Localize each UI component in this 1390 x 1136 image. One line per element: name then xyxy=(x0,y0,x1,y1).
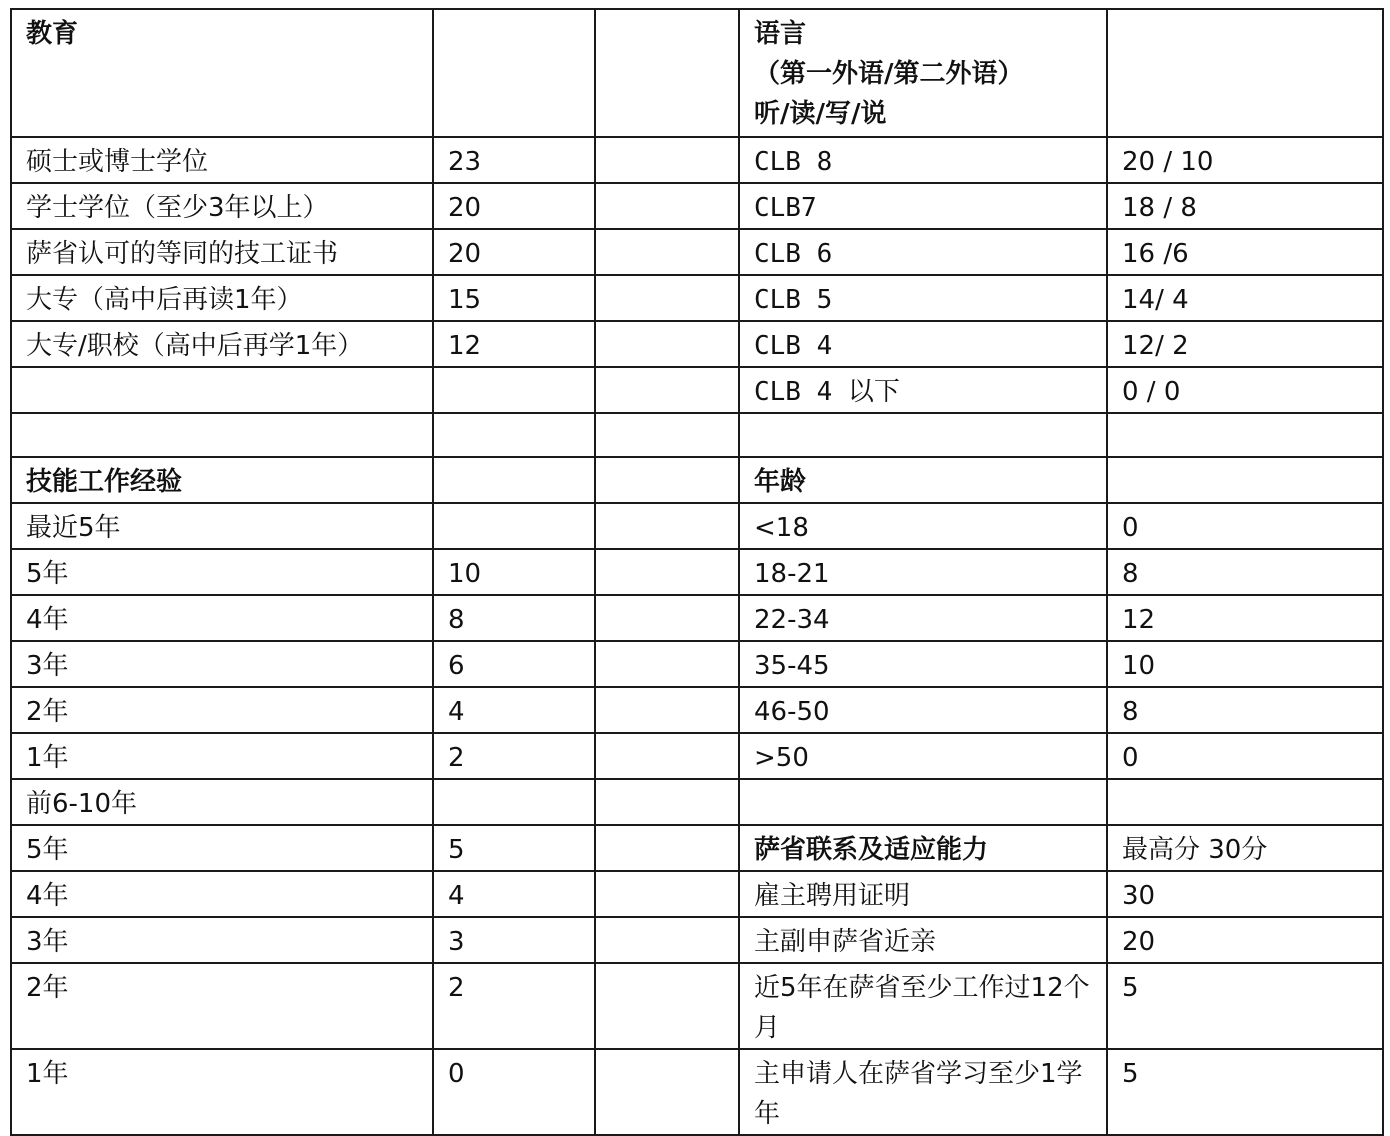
table-cell: 1年 xyxy=(11,733,433,779)
table-cell: 5年 xyxy=(11,549,433,595)
table-cell: 5 xyxy=(1107,1049,1383,1135)
work-experience-header: 技能工作经验 xyxy=(11,457,433,503)
table-cell: 0 / 0 xyxy=(1107,367,1383,413)
table-cell xyxy=(595,367,739,413)
table-cell xyxy=(595,641,739,687)
table-cell: 5 xyxy=(433,825,595,871)
table-row xyxy=(11,503,1383,549)
table-cell: 0 xyxy=(1107,733,1383,779)
table-cell: 近5年在萨省至少工作过12个月 xyxy=(739,963,1107,1049)
table-cell: 2年 xyxy=(11,963,433,1049)
table-cell xyxy=(1107,457,1383,503)
table-cell xyxy=(433,413,595,457)
table-cell: 大专/职校（高中后再学1年） xyxy=(11,321,433,367)
table-cell: 10 xyxy=(1107,641,1383,687)
table-cell xyxy=(595,549,739,595)
table-cell: 10 xyxy=(433,549,595,595)
table-cell xyxy=(595,9,739,137)
table-cell xyxy=(595,1049,739,1135)
table-row xyxy=(11,229,1383,275)
table-cell: 2年 xyxy=(11,687,433,733)
table-cell: 3年 xyxy=(11,917,433,963)
table-cell: 23 xyxy=(433,137,595,183)
table-row xyxy=(11,275,1383,321)
table-cell: 最高分 30分 xyxy=(1107,825,1383,871)
table-cell xyxy=(595,275,739,321)
table-cell xyxy=(433,9,595,137)
table-cell xyxy=(595,779,739,825)
table-cell: 最近5年 xyxy=(11,503,433,549)
table-cell: 主副申萨省近亲 xyxy=(739,917,1107,963)
table-cell: 4 xyxy=(433,871,595,917)
table-cell: 20 / 10 xyxy=(1107,137,1383,183)
table-cell xyxy=(595,183,739,229)
table-cell xyxy=(595,229,739,275)
table-cell xyxy=(739,779,1107,825)
table-cell xyxy=(11,413,433,457)
table-cell xyxy=(595,825,739,871)
table-cell: 18-21 xyxy=(739,549,1107,595)
table-row xyxy=(11,1049,1383,1135)
table-row xyxy=(11,367,1383,413)
table-cell: 3年 xyxy=(11,641,433,687)
table-cell xyxy=(595,917,739,963)
table-cell: 硕士或博士学位 xyxy=(11,137,433,183)
table-cell xyxy=(1107,9,1383,137)
table-cell: 4 xyxy=(433,687,595,733)
table-cell xyxy=(595,413,739,457)
table-cell: CLB 4 xyxy=(739,321,1107,367)
language-header: 语言 （第一外语/第二外语） 听/读/写/说 xyxy=(739,9,1107,137)
table-cell: 12 xyxy=(1107,595,1383,641)
table-row xyxy=(11,137,1383,183)
table-row xyxy=(11,733,1383,779)
table-cell: 20 xyxy=(1107,917,1383,963)
table-cell: <18 xyxy=(739,503,1107,549)
table-cell: 3 xyxy=(433,917,595,963)
table-cell: 8 xyxy=(1107,549,1383,595)
table-cell: 萨省认可的等同的技工证书 xyxy=(11,229,433,275)
table-cell: 雇主聘用证明 xyxy=(739,871,1107,917)
table-row xyxy=(11,641,1383,687)
table-cell: 12 xyxy=(433,321,595,367)
table-cell: 8 xyxy=(433,595,595,641)
table-row xyxy=(11,321,1383,367)
table-cell: 12/ 2 xyxy=(1107,321,1383,367)
table-cell: CLB 8 xyxy=(739,137,1107,183)
table-cell xyxy=(739,413,1107,457)
table-row xyxy=(11,413,1383,457)
table-cell: 20 xyxy=(433,229,595,275)
table-cell xyxy=(11,367,433,413)
table-cell: CLB 4 以下 xyxy=(739,367,1107,413)
table-cell: 15 xyxy=(433,275,595,321)
table-cell: 2 xyxy=(433,733,595,779)
table-cell: 14/ 4 xyxy=(1107,275,1383,321)
table-cell: 大专（高中后再读1年） xyxy=(11,275,433,321)
table-row xyxy=(11,871,1383,917)
table-cell: 前6-10年 xyxy=(11,779,433,825)
adaptability-header: 萨省联系及适应能力 xyxy=(739,825,1107,871)
table-row xyxy=(11,917,1383,963)
table-cell xyxy=(595,503,739,549)
table-row xyxy=(11,549,1383,595)
table-cell: CLB7 xyxy=(739,183,1107,229)
table-cell: 20 xyxy=(433,183,595,229)
table-cell: 5年 xyxy=(11,825,433,871)
table-row xyxy=(11,963,1383,1049)
table-cell xyxy=(595,457,739,503)
table-cell: 16 /6 xyxy=(1107,229,1383,275)
table-cell: 22-34 xyxy=(739,595,1107,641)
table-cell xyxy=(595,321,739,367)
table-cell: 6 xyxy=(433,641,595,687)
table-cell xyxy=(595,137,739,183)
table-row xyxy=(11,825,1383,871)
table-cell xyxy=(1107,779,1383,825)
table-cell: 0 xyxy=(433,1049,595,1135)
table-row xyxy=(11,183,1383,229)
points-table xyxy=(10,8,1384,1136)
table-cell: 8 xyxy=(1107,687,1383,733)
table-cell xyxy=(595,733,739,779)
table-cell: 1年 xyxy=(11,1049,433,1135)
table-cell xyxy=(433,457,595,503)
table-cell: >50 xyxy=(739,733,1107,779)
table-cell xyxy=(433,503,595,549)
table-cell: 主申请人在萨省学习至少1学年 xyxy=(739,1049,1107,1135)
table-cell xyxy=(595,595,739,641)
table-cell: 5 xyxy=(1107,963,1383,1049)
table-cell xyxy=(1107,413,1383,457)
table-cell xyxy=(595,963,739,1049)
table-row xyxy=(11,779,1383,825)
table-cell xyxy=(433,367,595,413)
table-cell: CLB 5 xyxy=(739,275,1107,321)
age-header: 年龄 xyxy=(739,457,1107,503)
education-header: 教育 xyxy=(11,9,433,137)
table-cell xyxy=(595,687,739,733)
table-cell: 4年 xyxy=(11,871,433,917)
table-cell: 2 xyxy=(433,963,595,1049)
table-cell: CLB 6 xyxy=(739,229,1107,275)
table-cell: 46-50 xyxy=(739,687,1107,733)
table-cell: 4年 xyxy=(11,595,433,641)
table-cell: 35-45 xyxy=(739,641,1107,687)
table-cell: 0 xyxy=(1107,503,1383,549)
table-cell: 学士学位（至少3年以上） xyxy=(11,183,433,229)
table-row xyxy=(11,9,1383,137)
table-cell xyxy=(595,871,739,917)
table-cell: 18 / 8 xyxy=(1107,183,1383,229)
table-row xyxy=(11,595,1383,641)
table-row xyxy=(11,457,1383,503)
table-row xyxy=(11,687,1383,733)
table-cell xyxy=(433,779,595,825)
table-cell: 30 xyxy=(1107,871,1383,917)
